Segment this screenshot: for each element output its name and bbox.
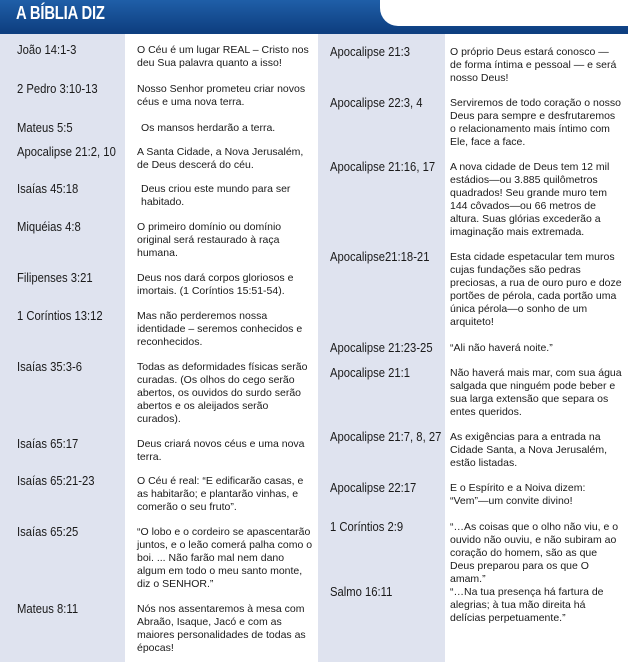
verse-reference: Mateus 5:5 bbox=[17, 121, 73, 135]
verse-text: A Santa Cidade, a Nova Jerusalém, de Deus descerá do céu. bbox=[137, 146, 304, 171]
verse-text: Nós nos assentaremos à mesa com Abraão, Isaque, Jacó e com as maiores personalidades de todas as épocas! bbox=[137, 603, 306, 654]
verse-reference: Apocalipse 21:23-25 bbox=[330, 341, 433, 355]
verse-text: O próprio Deus estará conosco — de forma íntima e pessoal — e será nosso Deus! bbox=[450, 46, 617, 84]
verse-text: As exigências para a entrada na Cidade Santa, a Nova Jerusalém, estão listadas. bbox=[450, 431, 608, 469]
verse-reference: Apocalipse 21:2, 10 bbox=[17, 145, 116, 159]
verse-reference: Isaías 65:25 bbox=[17, 525, 79, 539]
verse-text: “…Na tua presença há fartura de alegrias; à tua mão direita há delícias perpetuamente.” bbox=[450, 586, 604, 624]
header-tab-shape bbox=[380, 0, 628, 26]
verse-text: Nosso Senhor prometeu criar novos céus e uma nova terra. bbox=[137, 83, 306, 108]
verse-reference: Apocalipse 21:3 bbox=[330, 45, 411, 59]
verse-text: E o Espírito e a Noiva dizem: “Vem”—um convite divino! bbox=[450, 482, 586, 507]
verse-reference: João 14:1-3 bbox=[17, 43, 77, 57]
verse-reference: Apocalipse21:18-21 bbox=[330, 250, 430, 264]
verse-text: “…As coisas que o olho não viu, e o ouvido não ouviu, e não subiram ao coração do homem, são as que Deus preparou para os que O amam.” bbox=[450, 521, 619, 585]
verse-text: Não haverá mais mar, com sua água salgada que ninguém pode beber e sua larga extensão que separa os entes queridos. bbox=[450, 367, 622, 418]
verse-reference: Miquéias 4:8 bbox=[17, 220, 81, 234]
verse-reference: Apocalipse 21:7, 8, 27 bbox=[330, 430, 442, 444]
verse-text: “Ali não haverá noite.” bbox=[450, 342, 553, 354]
verse-text: Os mansos herdarão a terra. bbox=[141, 122, 276, 134]
verse-text: O primeiro domínio ou domínio original será restaurado à raça humana. bbox=[137, 221, 282, 259]
verse-reference: Isaías 65:17 bbox=[17, 437, 79, 451]
verse-reference: Filipenses 3:21 bbox=[17, 271, 93, 285]
verse-reference: Mateus 8:11 bbox=[17, 602, 79, 616]
verse-reference: Salmo 16:11 bbox=[330, 585, 393, 599]
verse-text: Mas não perderemos nossa identidade – seremos conhecidos e reconhecidos. bbox=[137, 310, 303, 348]
verse-text: Deus criará novos céus e uma nova terra. bbox=[137, 438, 305, 463]
verse-text: O Céu é um lugar REAL – Cristo nos deu Sua palavra quanto a isso! bbox=[137, 44, 309, 69]
verse-reference: 2 Pedro 3:10-13 bbox=[17, 82, 98, 96]
verse-reference: Isaías 45:18 bbox=[17, 182, 79, 196]
verse-reference: 1 Coríntios 13:12 bbox=[17, 309, 103, 323]
verse-text: Deus criou este mundo para ser habitado. bbox=[141, 183, 291, 208]
verse-reference: Apocalipse 22:17 bbox=[330, 481, 417, 495]
verse-text: “O lobo e o cordeiro se apascentarão juntos, e o leão comerá palha como o boi. ... Não farão mal nem dano algum em todo o meu santo monte, diz o SENHOR.” bbox=[137, 526, 313, 590]
verse-reference: Isaías 35:3-6 bbox=[17, 360, 83, 374]
verse-text: Deus nos dará corpos gloriosos e imortais. (1 Coríntios 15:51-54). bbox=[137, 272, 294, 297]
verse-reference: Apocalipse 21:1 bbox=[330, 366, 411, 380]
page-title: A BÍBLIA DIZ bbox=[16, 3, 105, 23]
verse-reference: Apocalipse 21:16, 17 bbox=[330, 160, 436, 174]
verse-reference: 1 Coríntios 2:9 bbox=[330, 520, 404, 534]
verse-text: A nova cidade de Deus tem 12 mil estádios—ou 3.885 quilômetros quadrados! Seu grande muro tem 144 côvados—ou 66 metros de altura. Suas glórias excederão a imaginação mais extremada. bbox=[450, 161, 610, 238]
verse-text: Esta cidade espetacular tem muros cujas fundações são pedras preciosas, a rua de ouro puro e doze portões de pérola, cada portão uma única pérola—o sonho de um arquiteto! bbox=[450, 251, 622, 328]
verse-reference: Isaías 65:21-23 bbox=[17, 474, 95, 488]
verse-text: Todas as deformidades físicas serão curadas. (Os olhos do cego serão abertos, os ouvidos do surdo serão abertos e os aleijados serão curados). bbox=[137, 361, 308, 425]
verse-text: Serviremos de todo coração o nosso Deus para sempre e desfrutaremos o relacionamento mais íntimo com Ele, face a face. bbox=[450, 97, 622, 148]
verse-reference: Apocalipse 22:3, 4 bbox=[330, 96, 423, 110]
verse-text: O Céu é real: “E edificarão casas, e as habitarão; e plantarão vinhas, e comerão o seu fruto”. bbox=[137, 475, 304, 513]
